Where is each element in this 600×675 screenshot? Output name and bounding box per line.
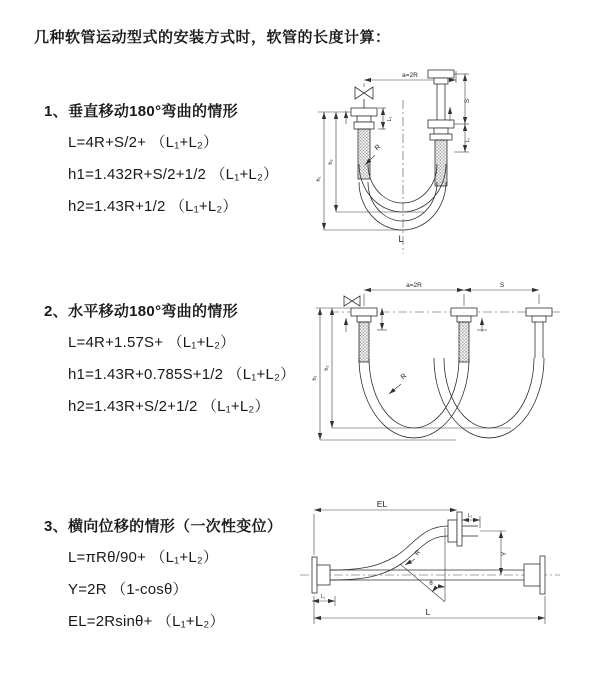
- radius-callout: [389, 373, 408, 394]
- diagram-horizontal-180: [306, 278, 598, 454]
- dim-label-l: L: [398, 234, 404, 244]
- middle-pipe-assembly: [451, 308, 487, 362]
- formula-el: EL=2Rsinθ+ （L₁+L₂）: [68, 613, 225, 630]
- right-pipe-assembly: [428, 70, 454, 186]
- dim-label-y: Y: [501, 551, 508, 557]
- dim-label-r: R: [413, 548, 423, 558]
- dimension-h-inner: [324, 308, 511, 428]
- hose-s-curve: [330, 526, 448, 580]
- dimension-l: [314, 596, 545, 624]
- dimension-el: [314, 499, 457, 558]
- dimension-fitting-left: [312, 594, 335, 606]
- diagram-vertical-180: [306, 64, 546, 262]
- left-pipe-assembly: [346, 308, 387, 362]
- dim-label-span: a=2R: [406, 282, 422, 289]
- dim-label-l1: L₁: [320, 594, 326, 600]
- section-heading: 2、水平移动180°弯曲的情形: [44, 303, 238, 320]
- hose-arcs: [359, 164, 446, 230]
- top-right-flange: [448, 512, 478, 546]
- section-vertical-180: [44, 103, 324, 230]
- section-heading: 1、垂直移动180°弯曲的情形: [44, 103, 238, 120]
- formula-y: Y=2R （1-cosθ）: [68, 581, 188, 598]
- page-title: 几种软管运动型式的安装方式时，软管的长度计算：: [34, 29, 391, 46]
- formula-l: L=4R+1.57S+ （L₁+L₂）: [68, 334, 236, 351]
- dim-label-el: EL: [376, 499, 388, 509]
- dimension-span-a2r: [364, 282, 464, 306]
- dim-label-r: R: [373, 143, 383, 153]
- section-horizontal-180: [44, 303, 324, 430]
- dim-label-h1: h₁: [312, 375, 318, 381]
- dim-label-l2: L₂: [465, 137, 471, 143]
- dim-label-s: S: [464, 98, 471, 104]
- dim-label-l: L: [425, 607, 431, 617]
- hose-arcs: [359, 358, 544, 438]
- dimension-y: [480, 531, 508, 575]
- dimension-fitting-right: [454, 124, 471, 152]
- valve-icon: [344, 296, 360, 306]
- left-pipe-assembly: [346, 108, 377, 179]
- section-lateral-displacement: [44, 518, 324, 645]
- dim-label-h1: h₁: [316, 176, 322, 182]
- angle-theta: [400, 528, 445, 602]
- formula-h2: h2=1.43R+S/2+1/2 （L₁+L₂）: [68, 398, 270, 415]
- dim-label-s: S: [499, 282, 505, 289]
- right-pipe-assembly: [526, 308, 552, 358]
- left-flange: [312, 557, 330, 593]
- section-heading: 3、横向位移的情形（一次性变位）: [44, 518, 283, 535]
- dimension-stroke-s: [454, 74, 471, 124]
- dim-label-r: R: [399, 372, 409, 382]
- valve-icon: [355, 87, 373, 108]
- dim-label-theta: θ: [429, 581, 433, 587]
- dim-label-l2: L₂: [467, 513, 473, 519]
- dim-label-span: a=2R: [402, 72, 418, 79]
- diagram-lateral-displacement: [298, 498, 586, 646]
- formula-h1: h1=1.43R+0.785S+1/2 （L₁+L₂）: [68, 366, 296, 383]
- dim-label-l1: L₁: [387, 116, 393, 122]
- formula-l: L=4R+S/2+ （L₁+L₂）: [68, 134, 219, 151]
- formula-h1: h1=1.432R+S/2+1/2 （L₁+L₂）: [68, 166, 279, 183]
- dim-label-h2: h₂: [328, 159, 334, 165]
- formula-l: L=πRθ/90+ （L₁+L₂）: [68, 549, 219, 566]
- dim-label-h2: h₂: [324, 365, 330, 371]
- dimension-stroke-s: [464, 282, 539, 304]
- dimension-h-inner: [328, 112, 424, 212]
- formula-h2: h2=1.43R+1/2 （L₁+L₂）: [68, 198, 238, 215]
- dimension-fitting-left: [378, 108, 393, 129]
- radius-callout: [405, 549, 422, 565]
